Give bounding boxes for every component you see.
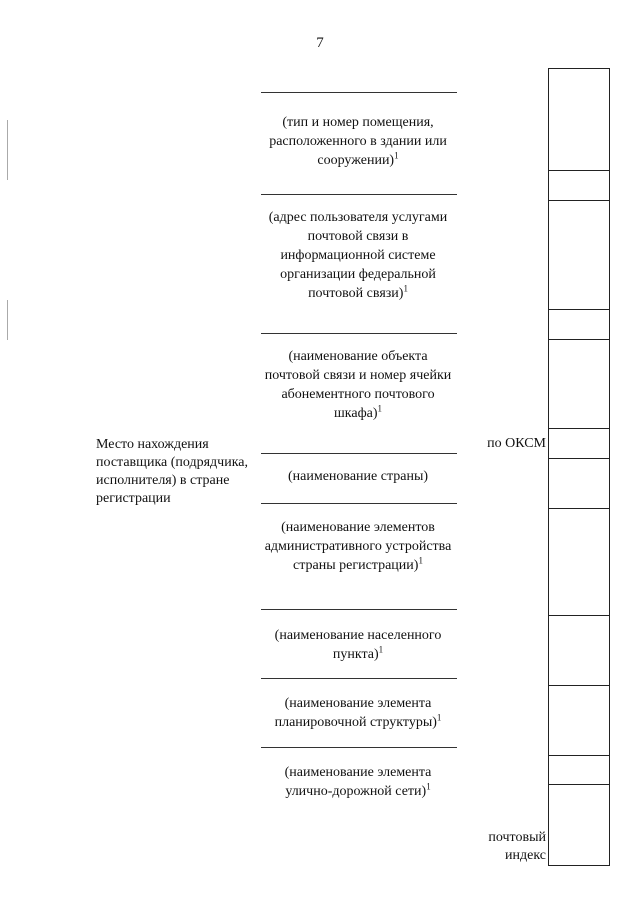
margin-mark [7,120,8,180]
page-number: 7 [316,35,324,51]
field-caption-premises: (тип и номер помещения, расположенного в здании или сооружении)$^1$ [269,115,447,168]
code-box [548,755,610,785]
code-box [548,170,610,201]
field-caption-postal-user-address: (адрес пользователя услугами почтовой связи в информационной системе организации федеральной почтовой связи)$^1$ [268,210,448,301]
field-caption-street-network: (наименование элемента улично-дорожной сети)$^1$ [284,765,432,799]
field-caption-admin-units: (наименование элементов административного устройства страны регистрации)$^1$ [264,520,452,573]
margin-mark [7,300,8,340]
code-box [548,68,610,171]
code-box [548,200,610,310]
code-box [548,508,610,616]
code-box [548,685,610,756]
location-label: Место нахождения поставщика (подрядчика, исполнителя) в стране регистрации [96,437,249,506]
field-line [261,609,457,610]
code-box [548,309,610,340]
field-line [261,92,457,93]
oksm-code-box[interactable] [548,428,610,459]
field-caption-planning-structure: (наименование элемента планировочной структуры)$^1$ [274,696,442,730]
field-line [261,503,457,504]
field-line [261,678,457,679]
oksm-label: по ОКСМ [487,436,546,451]
code-box [548,615,610,686]
field-caption-settlement: (наименование населенного пункта)$^1$ [274,628,442,662]
field-line [261,453,457,454]
postal-index-box[interactable] [548,784,610,866]
field-line [261,333,457,334]
field-line [261,747,457,748]
code-box [548,339,610,429]
field-caption-country: (наименование страны) [287,469,429,484]
postal-index-label: почтовый индекс [488,830,546,863]
field-line [261,194,457,195]
code-box [548,458,610,509]
field-caption-postal-object: (наименование объекта почтовой связи и номер ячейки абонементного почтового шкафа)$^1$ [264,349,452,421]
